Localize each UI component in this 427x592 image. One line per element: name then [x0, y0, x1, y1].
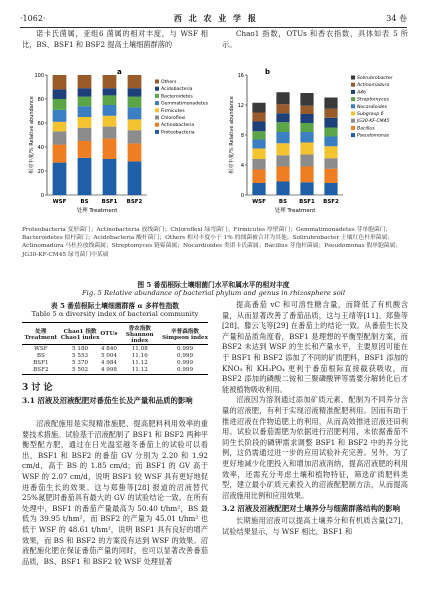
bar-segment: [252, 122, 265, 132]
table-cell: 5 553: [72, 352, 89, 359]
figure-title-en: Fig. 5 Relative abundance of bacterial phylum and genus in rhizosphere soil: [81, 289, 346, 297]
legend-entry: Streptomyces: [357, 97, 389, 103]
table-header: 香农指数 Shannon index: [118, 323, 163, 345]
bar-segment: [128, 143, 142, 161]
x-axis-label: 处理 Treatment: [274, 208, 316, 214]
x-tick-label: WSF: [52, 199, 67, 205]
table-cell: 4 998: [100, 367, 117, 374]
bar-segment: [103, 88, 117, 95]
bar-segment: [252, 140, 265, 149]
table-cell: 11.16: [131, 352, 148, 359]
y-axis-label: 相对丰度/% Relative abundance: [229, 96, 235, 174]
legend-entry: Gemmatimonadetes: [161, 101, 209, 107]
bar-segment: [128, 75, 142, 88]
y-tick-label: 8: [240, 133, 244, 139]
bar-segment: [276, 143, 289, 155]
legend-entry: Actinomadura: [357, 83, 390, 89]
legend-entry: A4b: [357, 90, 366, 96]
bar-segment: [78, 141, 92, 158]
table-cell: 11.08: [131, 345, 148, 352]
bar-segment: [103, 127, 117, 139]
x-tick-label: BSF2: [323, 199, 339, 205]
paragraph: 沼液配施用是实现精准施肥、提高肥料利用效率的重要技术措施。试验基于沼液配制了 BSF1 和 BSF2 两种平衡型配方肥，通过在日光温室越冬番茄上的试验可以看出，BSF1 和 BSF2 的番茄 GV 分别为 2.20 和 1.92 cm/d，高于 BS 的 1.85 cm/d；而 BSF1 的 GV 高于 WSF 的 2.07 cm/d，说明 BSF1 较 WSF 具有更好地促进番茄生长的效果。这与郑蛰等[28] 报道的沼液替代 25%氮肥时番茄具有最大的 GV 的试验结论一致。在所有处理中，BSF1 的番茄产量最高为 50.40 t/hm²，BS 最低为 39.95 t/hm²，而 BSF2 的产量为 45.01 t/hm² 也低于 WSF 的 48.61 t/hm²，说明 BSF1 具有良好的增产效果，而 BS 和 BSF2 的方案没有达到 WSF 的效果。沼液配施化肥在保证番茄产量的同时，也可以显著改善番茄品质，BS、BSF1 和 BSF2 较 WSF 处理显著: [22, 419, 208, 566]
table-cell: 4 984: [100, 360, 117, 367]
bar-segment: [78, 97, 92, 107]
table-cell: 11.12: [131, 360, 148, 367]
bar-segment: [276, 155, 289, 166]
panel-label-a: a: [117, 68, 122, 76]
bar-segment: [252, 113, 265, 122]
y-tick-label: 40: [37, 145, 44, 151]
bar-segment: [78, 158, 92, 195]
x-tick-label: BSF1: [299, 199, 315, 205]
legend-entry: Nocardioides: [357, 104, 387, 110]
right-column-body: [222, 300, 408, 537]
bar-segment: [252, 183, 265, 195]
bar-segment: [324, 118, 337, 128]
y-tick-label: 80: [37, 97, 44, 103]
y-tick-label: 60: [37, 121, 44, 127]
bar-segment: [276, 92, 289, 104]
x-tick-label: WSF: [252, 199, 266, 205]
bar-segment: [128, 130, 142, 143]
figure-title-cn: 图 5 番茄根际土壤细菌门水平和属水平的相对丰度: [137, 281, 290, 289]
x-tick-label: BS: [80, 199, 89, 205]
bar-segment: [252, 149, 265, 160]
bar-segment: [78, 106, 92, 117]
bar-segment: [300, 93, 313, 106]
page-number: ·1062·: [20, 14, 46, 23]
top-right-text: [222, 29, 408, 50]
bar-segment: [53, 99, 67, 110]
volume-label: 34 卷: [386, 14, 407, 23]
legend-swatch: [155, 116, 159, 120]
table-cell: 5 180: [72, 345, 89, 352]
bar-segment: [128, 119, 142, 130]
bar-segment: [128, 107, 142, 119]
bar-segment: [53, 75, 67, 89]
bar-segment: [276, 167, 289, 182]
subsection-heading: 3.2 沼液及沼液配肥对土壤养分与细菌群落结构的影响: [222, 504, 401, 514]
table-header: Chao1 指数 Chao1 index: [60, 323, 101, 345]
panel-label-b: b: [265, 68, 271, 76]
paragraph: 长期施用沼液可以提高土壤养分和有机质含量[27]，试验结果显示，与 WSF 相比，BSF1 和: [222, 516, 408, 536]
bar-segment: [324, 109, 337, 118]
bar-segment: [103, 105, 117, 116]
bar-segment: [300, 114, 313, 123]
legend-swatch: [155, 94, 159, 98]
paragraph: 沼液因为溶剂通过添加矿质元素，配制为不同养分含量的沼液肥，有利于实现沼液精准配肥利用。因而有助于推进沼液在作物追肥上的利用，从而高效推进沼液还田利用。试验以番茄需肥为依据进行沼肥利用，未依据番茄不同生长阶段的磷钾需求调整 BSF1 和 BSF2 中的养分比例，这仍需通过进一步的应用试验补充完善。另外，为了更好地减少化肥投入和增加沼液消纳，提高沼液肥的利用效率，还需充分考虑土壤和植物特征，筛选矿质肥料类型，建立最小矿质元素投入的沼液配肥制方法，从而提高沼液施用比例和应用效果。: [222, 395, 408, 500]
y-tick-label: 16: [237, 73, 244, 79]
legend-entry: Pseudomonas: [357, 133, 390, 139]
paragraph: 诺卡氏菌属，亚组6 菌属的相对丰度，与 WSF 相比，BS、BSF1 和 BSF2 提高土壤细菌群落的: [22, 29, 208, 49]
y-tick-label: 100: [34, 73, 44, 79]
bar-segment: [53, 131, 67, 144]
table-row: [22, 367, 208, 375]
subsection-heading: 3.1 沼液及沼液配肥对番茄生长及产量和品质的影响: [22, 396, 193, 405]
legend-swatch: [351, 83, 355, 87]
bar-segment: [324, 183, 337, 195]
table-header: 辛普森指数 Simpson index: [162, 323, 208, 345]
legend-swatch: [351, 119, 355, 123]
bar-segment: [252, 170, 265, 184]
table-cell: 0.999: [162, 367, 208, 375]
legend-entry: Proteobacteria: [161, 130, 195, 136]
legend-entry: Chloroflexi: [161, 116, 186, 121]
table-cell: 0.999: [177, 360, 194, 367]
legend-swatch: [351, 76, 355, 80]
section-heading: 3 讨 论: [22, 383, 53, 393]
bar-segment: [103, 75, 117, 88]
bar-segment: [300, 155, 313, 167]
bar-segment: [324, 137, 337, 147]
bar-segment: [53, 145, 67, 163]
legend-swatch: [155, 101, 159, 105]
table-header: OTUs: [100, 323, 117, 345]
legend-entry: Subgroup 6: [357, 112, 384, 117]
bar-segment: [300, 182, 313, 195]
bar-segment: [53, 110, 67, 122]
y-tick-label: 20: [37, 169, 44, 175]
bar-segment: [300, 143, 313, 155]
chart-panel-b: [228, 73, 394, 214]
top-left-text: [22, 29, 208, 50]
bar-segment: [324, 98, 337, 109]
bar-segment: [300, 123, 313, 132]
page-header: [20, 13, 407, 28]
table-row: [22, 360, 208, 367]
legend-swatch: [155, 108, 159, 112]
table-title-cn: 表 5 番茄根际土壤细菌群落 α 多样性指数: [50, 302, 180, 310]
legend-swatch: [351, 126, 355, 130]
table-5: [22, 322, 208, 375]
bar-segment: [78, 88, 92, 96]
legend-entry: Acidobacteria: [161, 87, 193, 93]
legend-swatch: [351, 97, 355, 101]
legend-entry: JG30-KF-CM45: [357, 119, 390, 125]
table-cell: BSF2: [22, 367, 60, 375]
legend-swatch: [351, 90, 355, 94]
legend-swatch: [155, 123, 159, 127]
table-cell: 5 370: [72, 360, 89, 367]
x-tick-label: BSF2: [126, 199, 143, 205]
bar-segment: [324, 146, 337, 158]
bar-segment: [276, 122, 289, 132]
table-cell: WSF: [34, 345, 48, 352]
table-cell: BS: [36, 352, 45, 359]
bar-segment: [53, 163, 67, 195]
paragraph: 提高番茄 vC 和可溶性糖含量，而降低了有机酸含量，从而显著改善了番茄品质，这与王靖等[11]、郑蛰等[28]、滕云飞等[29] 在番茄上的结论一致。从番茄生长及产量和品质角度看，BSF1 是理想的平衡型配制方案，而 BSF2 未达到 WSF 的生长和产量水平，主要原因可能在于 BSF1 和 BSF2 添加了不同的矿质肥料，BSF1 添加的 KNO₃ 和 KH₂PO₄ 更利于番茄根际直接截获吸收，而 BSF2 添加的磷酸二铵和三聚磷酸钾等需要分解转化后才能被植物吸收利用。: [222, 300, 408, 394]
legend-entry: Actinobacteria: [161, 123, 195, 129]
bar-segment: [300, 132, 313, 143]
chart-panel-a: [28, 73, 209, 214]
table-cell: 4 840: [100, 345, 117, 352]
bar-segment: [276, 104, 289, 113]
journal-name: 西 北 农 业 学 报: [173, 13, 258, 23]
bar-segment: [252, 159, 265, 170]
legend-swatch: [351, 112, 355, 116]
legend-swatch: [351, 133, 355, 137]
bar-segment: [252, 131, 265, 139]
table-title-en: Table 5 α diversity index of bacterial community: [31, 310, 199, 318]
table-row: [22, 345, 208, 353]
left-column-body: [22, 419, 208, 567]
bar-segment: [103, 139, 117, 159]
bar-segment: [324, 128, 337, 137]
legend-swatch: [155, 87, 159, 91]
table-cell: 5 004: [100, 352, 117, 359]
bar-segment: [78, 75, 92, 88]
y-axis-label: 相对丰度/% Relative abundance: [29, 96, 35, 174]
y-tick-label: 0: [40, 193, 44, 199]
y-tick-label: 12: [237, 103, 244, 109]
paragraph: Chao1 指数，OTUs 和香农指数，具体如表 5 所示。: [222, 29, 408, 49]
bar-segment: [324, 158, 337, 169]
x-tick-label: BSF1: [101, 199, 118, 205]
legend-swatch: [155, 130, 159, 134]
bar-segment: [103, 95, 117, 105]
bar-segment: [300, 106, 313, 114]
figure-5: [15, 65, 412, 225]
table-body: [22, 345, 208, 375]
bar-segment: [276, 182, 289, 196]
bar-segment: [103, 159, 117, 195]
table-cell: 5 502: [60, 367, 101, 375]
bar-segment: [53, 89, 67, 99]
bar-segment: [252, 103, 265, 113]
bar-segment: [53, 122, 67, 132]
y-tick-label: 4: [240, 163, 244, 169]
bar-segment: [276, 132, 289, 143]
y-tick-label: 0: [240, 193, 244, 199]
table-cell: BSF1: [33, 360, 49, 367]
table-header: 处理 Treatment: [22, 323, 60, 345]
bar-segment: [128, 88, 142, 96]
legend-entry: Others: [161, 80, 177, 85]
legend-swatch: [155, 80, 159, 84]
x-axis-label: 处理 Treatment: [76, 208, 118, 214]
table-cell: 0.999: [177, 352, 194, 359]
table-cell: 11.12: [118, 367, 163, 375]
figure-caption: Proteobacteria 变形菌门；Actinobacteria 放线菌门；Chloroflexi 绿弯菌门；Firmicutes 厚壁菌门；Gemmatimonadetes 芽单胞菌门；Bacteroidetes 拟杆菌门；Acidobacteria 酸杆菌门；Others 相对丰度小于 1% 的细菌被合并为其他。Solirubrobacter 土壤红色杆形菌属；Actinomadura 马杜拉放线菌属；Streptomyces 链霉菌属；Nocardioides 类诺卡氏菌属；Bacillus 芽孢杆菌属；Pseudomonas 假单胞菌属；JG30-KF-CM45 绿弯菌门中某属: [22, 227, 402, 258]
bar-segment: [103, 116, 117, 127]
bar-segment: [78, 117, 92, 128]
bar-segment: [78, 128, 92, 141]
bar-segment: [276, 113, 289, 122]
bar-segment: [300, 167, 313, 183]
legend-swatch: [351, 104, 355, 108]
bar-segment: [128, 97, 142, 108]
table-cell: 0.999: [177, 345, 194, 352]
bar-segment: [324, 169, 337, 183]
legend-entry: Solirubrobacter: [357, 76, 393, 81]
bar-segment: [128, 161, 142, 195]
legend-entry: Bacillus: [357, 126, 375, 132]
legend-entry: Bacteroidetes: [161, 94, 193, 100]
legend-entry: Firmicutes: [161, 108, 185, 114]
table-row: [22, 352, 208, 359]
x-tick-label: BS: [278, 199, 288, 205]
